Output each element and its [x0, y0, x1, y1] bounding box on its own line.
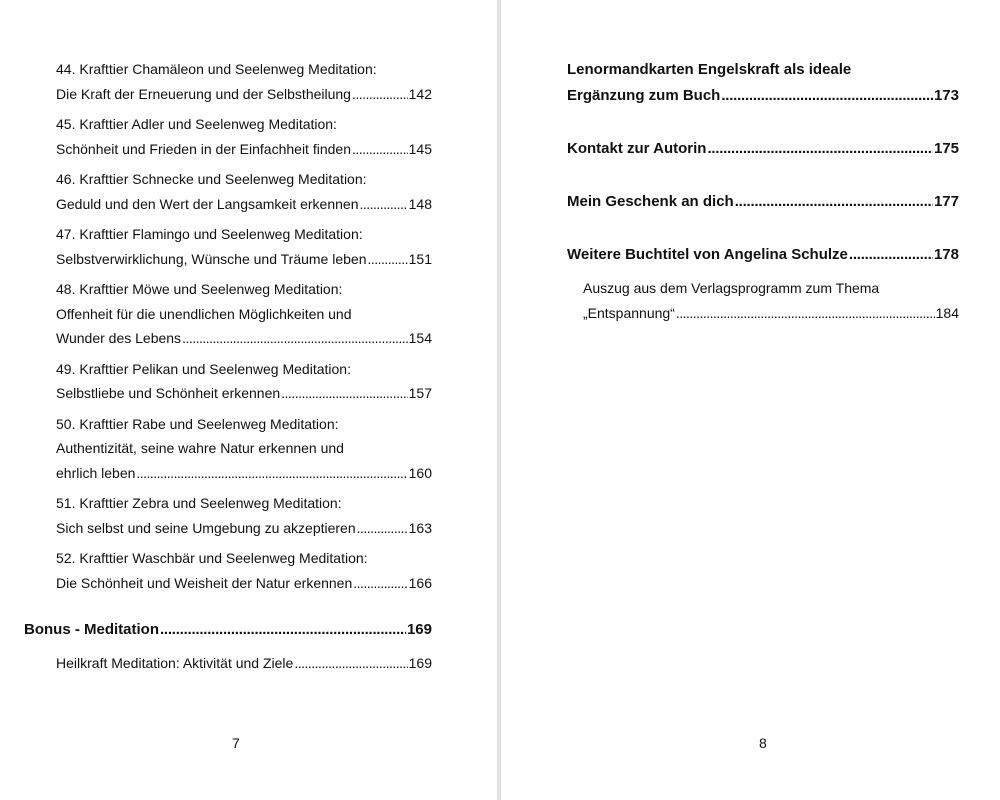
dot-leader [160, 617, 406, 643]
entry-page-number: 154 [408, 330, 432, 346]
entry-page-number: 178 [933, 246, 959, 263]
dot-leader [136, 461, 407, 486]
toc-entry-44[interactable] [40, 57, 432, 106]
dot-leader [849, 242, 933, 268]
toc-entry-47[interactable] [40, 222, 432, 271]
entry-title-line: 52. Krafttier Waschbär und Seelenweg Meditation: [56, 550, 368, 566]
entry-title-line: 50. Krafttier Rabe und Seelenweg Meditation: [56, 415, 339, 432]
entry-title-line: 51. Krafttier Zebra und Seelenweg Meditation: [56, 495, 342, 511]
entry-page-number: 160 [408, 464, 432, 481]
entry-page-number: 166 [408, 574, 432, 591]
entry-title-line: Wunder des Lebens [56, 330, 182, 346]
toc-entry-heilkraft[interactable] [40, 651, 432, 676]
entry-title-line: „Entspannung“ [583, 304, 675, 321]
page-number-left: 7 [232, 735, 240, 751]
entry-title-line: Offenheit für die unendlichen Möglichkeiten und [56, 305, 352, 322]
entry-page-number: 157 [408, 385, 432, 401]
page-number-right: 8 [759, 735, 767, 751]
entry-page-number: 173 [933, 87, 959, 104]
entry-title-line: Authentizität, seine wahre Natur erkennen und [56, 440, 344, 456]
entry-title-line: Auszug aus dem Verlagsprogramm zum Thema [583, 280, 880, 296]
entry-title-line: Ergänzung zum Buch [567, 87, 721, 104]
dot-leader [735, 189, 933, 215]
dot-leader [676, 301, 935, 326]
entry-page-number: 142 [408, 85, 432, 102]
entry-page-number: 169 [406, 621, 432, 638]
toc-entry-50[interactable] [40, 412, 432, 486]
entry-title-line: Selbstliebe und Schönheit erkennen [56, 385, 281, 401]
toc-entry-geschenk[interactable] [567, 189, 959, 215]
toc-left [24, 57, 432, 682]
entry-title-line: 49. Krafttier Pelikan und Seelenweg Meditation: [56, 360, 351, 377]
entry-title-line: ehrlich leben [56, 464, 136, 481]
entry-title-line: Die Kraft der Erneuerung und der Selbstheilung [56, 85, 351, 102]
toc-entry-kontakt[interactable] [567, 136, 959, 162]
entry-title-line: 47. Krafttier Flamingo und Seelenweg Meditation: [56, 226, 363, 242]
entry-title-line: 48. Krafttier Möwe und Seelenweg Meditation: [56, 281, 343, 297]
dot-leader [352, 82, 408, 107]
entry-title-line: 46. Krafttier Schnecke und Seelenweg Meditation: [56, 171, 367, 187]
toc-entry-bonus[interactable] [24, 617, 432, 643]
entry-page-number: 145 [408, 140, 432, 157]
toc-entry-lenormandkarten[interactable] [567, 57, 959, 109]
dot-leader [281, 381, 407, 406]
toc-entry-weitere-buchtitel[interactable] [567, 242, 959, 268]
dot-leader [368, 247, 408, 272]
entry-page-number: 163 [408, 519, 432, 536]
entry-title-line: Kontakt zur Autorin [567, 140, 707, 157]
dot-leader [294, 651, 407, 676]
entry-title-line: Heilkraft Meditation: Aktivität und Ziele [56, 655, 294, 671]
dot-leader [182, 326, 408, 351]
dot-leader [353, 571, 407, 596]
toc-entry-auszug[interactable] [567, 276, 959, 325]
entry-page-number: 175 [933, 140, 959, 157]
toc-entry-45[interactable] [40, 112, 432, 161]
dot-leader [721, 83, 933, 109]
dot-leader [357, 516, 408, 541]
entry-title-line: Weitere Buchtitel von Angelina Schulze [567, 246, 848, 263]
entry-page-number: 177 [933, 193, 959, 210]
entry-title-line: Geduld und den Wert der Langsamkeit erkennen [56, 195, 359, 212]
entry-title-line: 45. Krafttier Adler und Seelenweg Meditation: [56, 116, 337, 132]
toc-entry-46[interactable] [40, 167, 432, 216]
dot-leader [360, 192, 408, 217]
toc-entry-49[interactable] [40, 357, 432, 406]
toc-right [567, 57, 959, 331]
entry-title-line: Die Schönheit und Weisheit der Natur erkennen [56, 574, 353, 591]
dot-leader [352, 137, 408, 162]
dot-leader [707, 136, 933, 162]
entry-title-line: 44. Krafttier Chamäleon und Seelenweg Meditation: [56, 61, 377, 77]
entry-title-line: Schönheit und Frieden in der Einfachheit finden [56, 140, 351, 157]
toc-entry-51[interactable] [40, 491, 432, 540]
entry-title-line: Lenormandkarten Engelskraft als ideale [567, 61, 852, 78]
entry-page-number: 148 [408, 195, 432, 212]
entry-page-number: 151 [408, 250, 432, 267]
entry-title-line: Sich selbst und seine Umgebung zu akzeptieren [56, 519, 356, 536]
entry-title-line: Mein Geschenk an dich [567, 193, 734, 210]
entry-page-number: 169 [408, 655, 432, 671]
toc-entry-48[interactable] [40, 277, 432, 351]
entry-title-line: Selbstverwirklichung, Wünsche und Träume leben [56, 250, 367, 267]
entry-title-line: Bonus - Meditation [24, 621, 159, 638]
toc-entry-52[interactable] [40, 546, 432, 595]
entry-page-number: 184 [935, 304, 959, 321]
